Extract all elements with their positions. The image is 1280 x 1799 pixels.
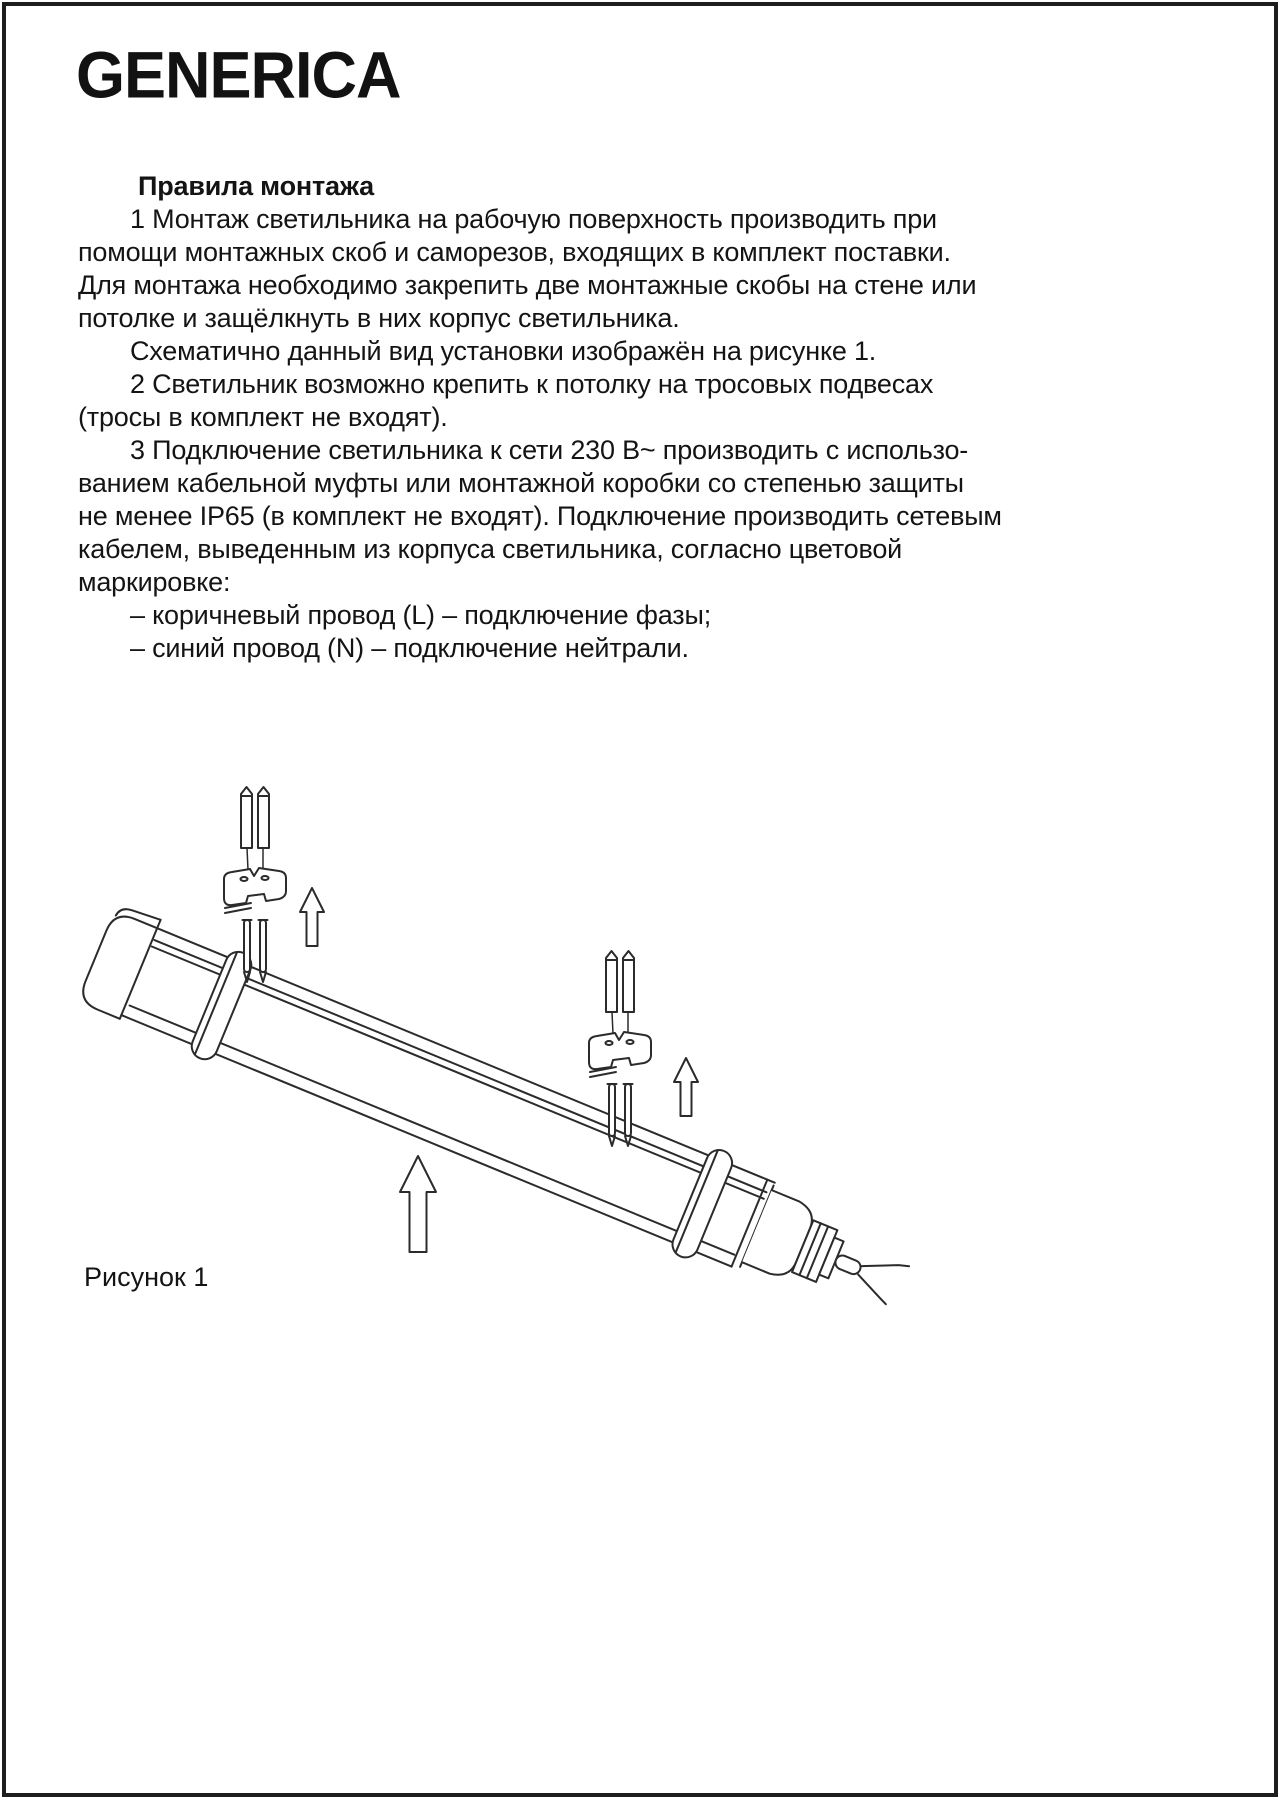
section-title: Правила монтажа: [138, 171, 374, 201]
body-line: не менее IP65 (в комплект не входят). Подключение производить сетевым: [78, 501, 1002, 531]
luminaire-body: [75, 901, 923, 1320]
body-line: 1 Монтаж светильника на рабочую поверхность производить при: [130, 204, 937, 234]
figure-1: [0, 760, 1280, 1320]
body-line: потолке и защёлкнуть в них корпус светильника.: [78, 303, 680, 333]
brand-logo: GENERICA: [76, 39, 401, 112]
up-arrow-1: [300, 888, 324, 946]
body-line: – синий провод (N) – подключение нейтрали.: [130, 633, 689, 663]
luminaire-mounting-drawing: [0, 760, 1280, 1320]
body-line: маркировке:: [78, 567, 231, 597]
body-line: помощи монтажных скоб и саморезов, входящих в комплект поставки.: [78, 237, 951, 267]
body-line: Для монтажа необходимо закрепить две монтажные скобы на стене или: [78, 270, 977, 300]
body-line: 3 Подключение светильника к сети 230 В~ производить с использо-: [130, 435, 969, 465]
mounting-rules-text: [78, 170, 1213, 665]
body-line: – коричневый провод (L) – подключение фазы;: [130, 600, 711, 630]
figure-caption: Рисунок 1: [84, 1262, 209, 1292]
body-line: (тросы в комплект не входят).: [78, 402, 448, 432]
mounting-clip-assembly-2: [589, 951, 651, 1146]
body-line: 2 Светильник возможно крепить к потолку на тросовых подвесах: [130, 369, 934, 399]
body-line: ванием кабельной муфты или монтажной коробки со степенью защиты: [78, 468, 964, 498]
up-arrow-2: [674, 1058, 698, 1116]
body-line: Схематично данный вид установки изображён на рисунке 1.: [130, 336, 877, 366]
body-line: кабелем, выведенным из корпуса светильника, согласно цветовой: [78, 534, 903, 564]
up-arrow-large: [400, 1156, 436, 1252]
